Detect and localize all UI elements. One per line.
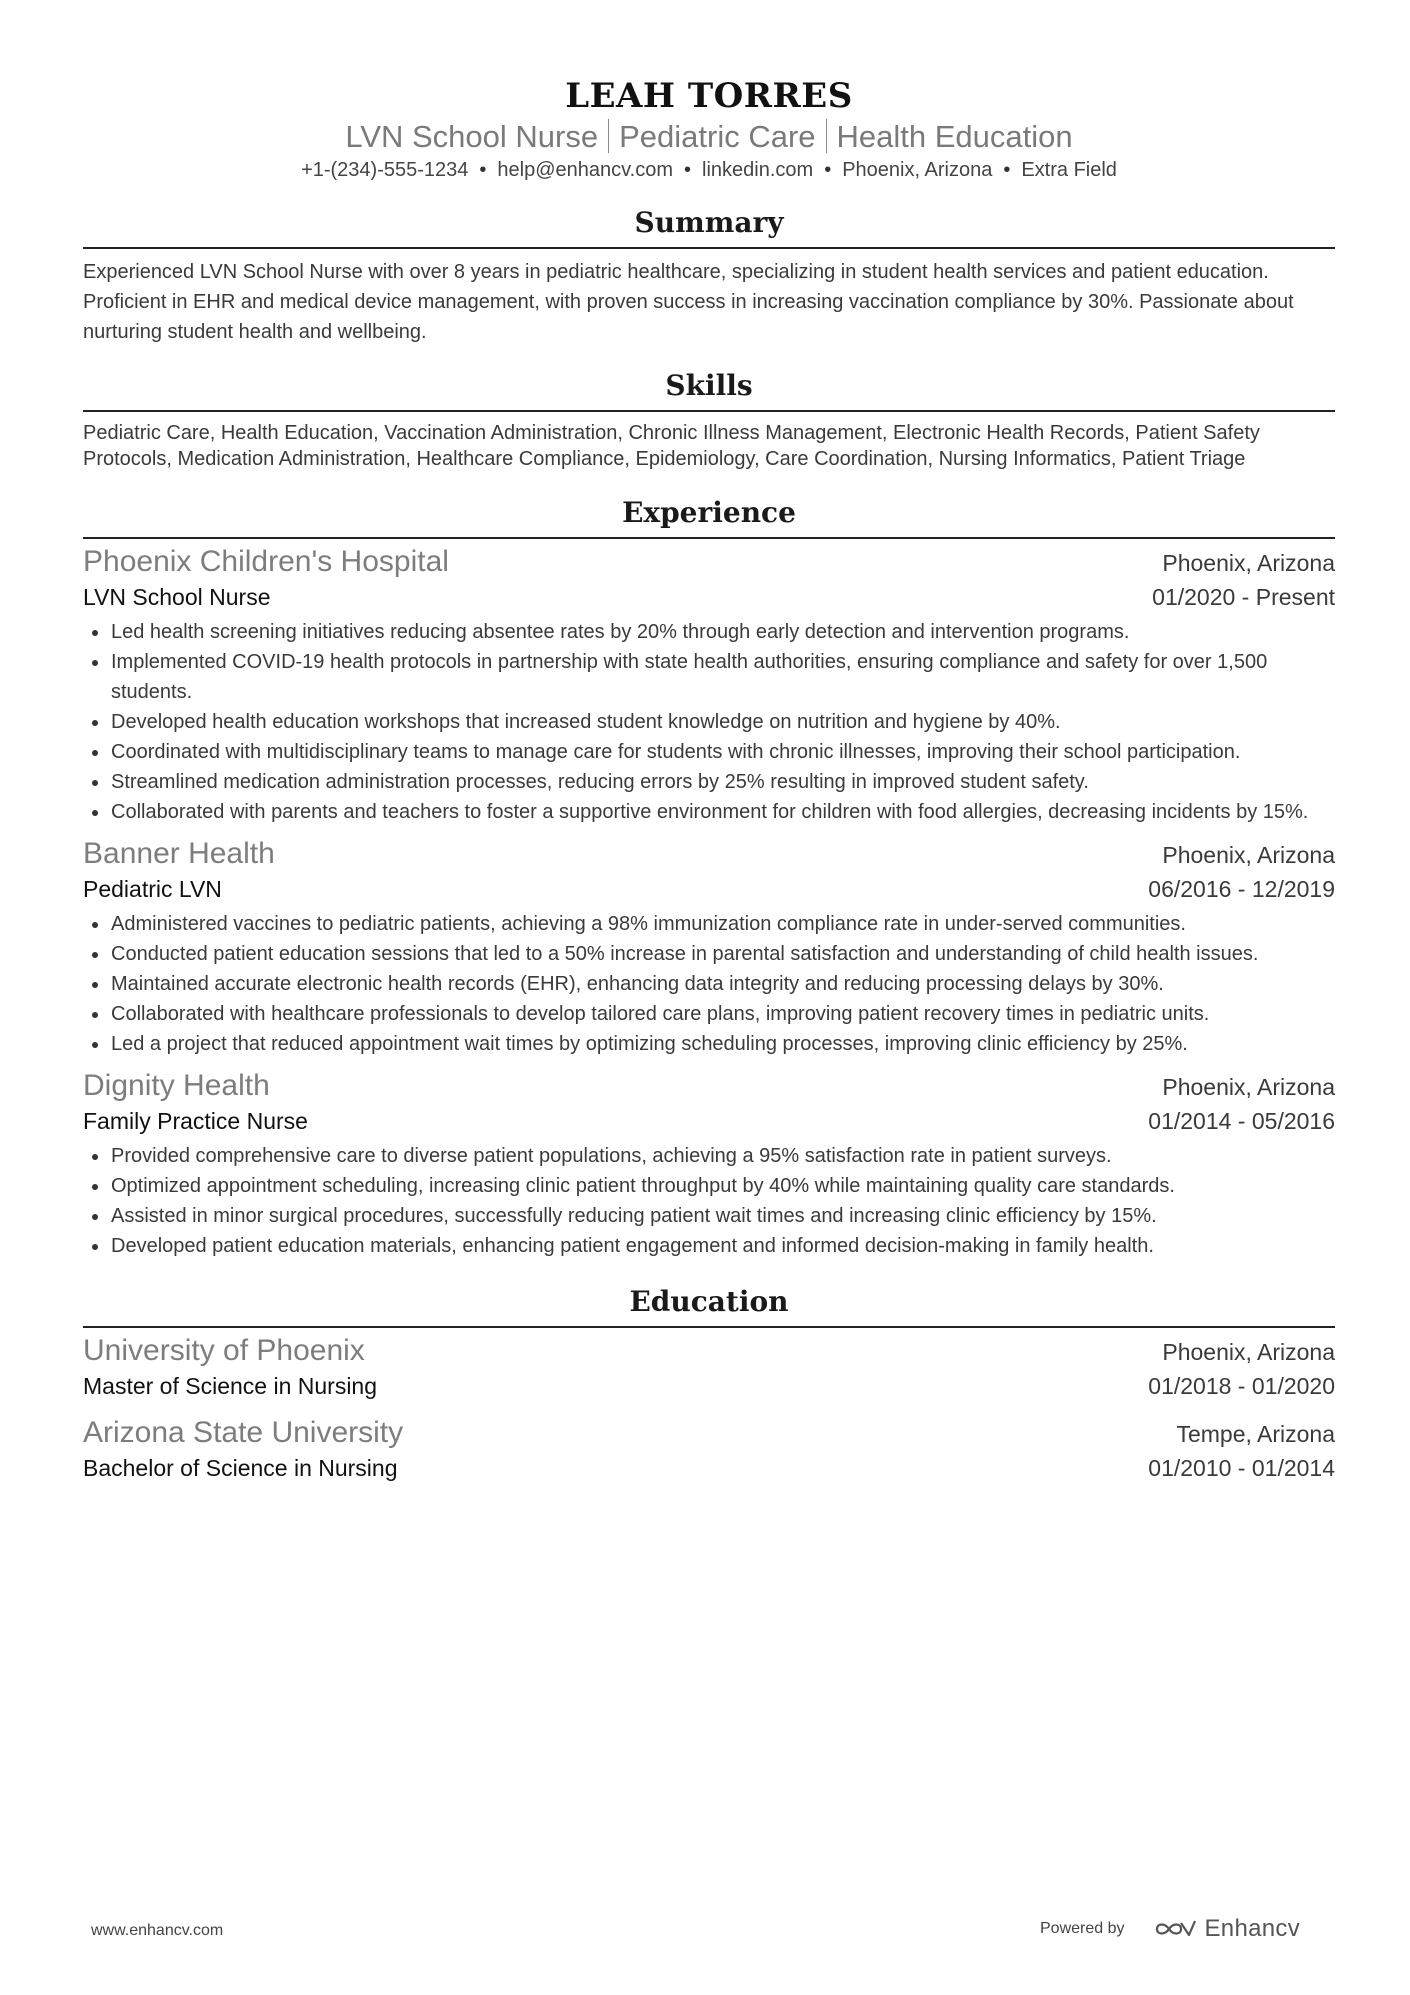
school-name: Arizona State University	[83, 1416, 404, 1449]
list-item: Collaborated with parents and teachers to foster a supportive environment for children with food allergies, decreasing incidents by 15%.	[83, 797, 1335, 827]
section-rule	[83, 247, 1335, 249]
experience-section	[83, 496, 1335, 1261]
list-item: Optimized appointment scheduling, increasing clinic patient throughput by 40% while maintaining quality care standards.	[83, 1171, 1335, 1201]
divider	[608, 119, 609, 153]
list-item: Provided comprehensive care to diverse patient populations, achieving a 95% satisfaction rate in patient surveys.	[83, 1141, 1335, 1171]
section-rule	[83, 1326, 1335, 1328]
education-entry	[83, 1414, 1335, 1484]
list-item: Assisted in minor surgical procedures, successfully reducing patient wait times and increasing clinic efficiency by 15%.	[83, 1201, 1335, 1231]
contact-email[interactable]: help@enhancv.com	[497, 159, 674, 181]
footer-branding	[1040, 1915, 1300, 1943]
degree: Master of Science in Nursing	[83, 1373, 378, 1399]
summary-heading: Summary	[634, 206, 784, 239]
contact-linkedin[interactable]: linkedin.com	[702, 159, 814, 181]
job-location: Phoenix, Arizona	[1162, 550, 1335, 576]
enhancv-logo[interactable]	[1151, 1915, 1301, 1943]
experience-heading: Experience	[622, 496, 796, 529]
list-item: Developed health education workshops that increased student knowledge on nutrition and hygiene by 40%.	[83, 707, 1335, 737]
school-dates: 01/2018 - 01/2020	[1148, 1373, 1335, 1399]
section-rule	[83, 537, 1335, 539]
summary-section	[83, 206, 1335, 347]
school-name: University of Phoenix	[83, 1334, 365, 1367]
degree: Bachelor of Science in Nursing	[83, 1455, 398, 1481]
list-item: Developed patient education materials, enhancing patient engagement and informed decision-making in family health.	[83, 1231, 1335, 1261]
list-item: Streamlined medication administration processes, reducing errors by 25% resulting in improved student safety.	[83, 767, 1335, 797]
contact-extra: Extra Field	[1021, 159, 1117, 181]
footer-website[interactable]: www.enhancv.com	[91, 1922, 224, 1939]
list-item: Maintained accurate electronic health records (EHR), enhancing data integrity and reducing processing delays by 30%.	[83, 969, 1335, 999]
job-role: Family Practice Nurse	[83, 1108, 308, 1134]
job-role: Pediatric LVN	[83, 876, 222, 902]
job-dates: 06/2016 - 12/2019	[1148, 876, 1335, 902]
list-item: Collaborated with healthcare professionals to develop tailored care plans, improving patient recovery times in pediatric units.	[83, 999, 1335, 1029]
skills-section	[83, 369, 1335, 472]
list-item: Coordinated with multidisciplinary teams to manage care for students with chronic illnesses, improving their school participation.	[83, 737, 1335, 767]
school-location: Tempe, Arizona	[1176, 1421, 1335, 1447]
list-item: Implemented COVID-19 health protocols in partnership with state health authorities, ensuring compliance and safety for over 1,500 students.	[83, 647, 1335, 707]
job-company: Dignity Health	[83, 1069, 270, 1102]
contact-info: +1-(234)-555-1234 • help@enhancv.com • linkedin.com • Phoenix, Arizona • Extra Field	[301, 159, 1117, 181]
powered-by-label: Powered by	[1040, 1920, 1125, 1937]
job-dates: 01/2014 - 05/2016	[1148, 1108, 1335, 1134]
brand-name: Enhancv	[1204, 1915, 1300, 1942]
education-entry	[83, 1332, 1335, 1402]
headline-title-2: Pediatric Care	[619, 119, 816, 154]
job-bullets	[83, 909, 1335, 1059]
summary-text: Experienced LVN School Nurse with over 8 years in pediatric healthcare, specializing in student health services and patient education. Proficient in EHR and medical device management, with proven success in increasing vaccination compliance by 30%. Passionate about nurturing student health and wellbeing.	[83, 261, 1294, 343]
contact-phone[interactable]: +1-(234)-555-1234	[301, 159, 469, 181]
education-section	[83, 1285, 1335, 1484]
job-dates: 01/2020 - Present	[1152, 584, 1335, 610]
job-entry	[83, 543, 1335, 827]
enhancv-logo-icon	[1151, 1917, 1197, 1941]
job-entry	[83, 835, 1335, 1059]
section-rule	[83, 410, 1335, 412]
school-location: Phoenix, Arizona	[1162, 1339, 1335, 1365]
school-dates: 01/2010 - 01/2014	[1148, 1455, 1335, 1481]
skills-heading: Skills	[665, 369, 753, 402]
headline-title-1: LVN School Nurse	[345, 119, 599, 154]
list-item: Led health screening initiatives reducing absentee rates by 20% through early detection and intervention programs.	[83, 617, 1335, 647]
list-item: Administered vaccines to pediatric patients, achieving a 98% immunization compliance rate in under-served communities.	[83, 909, 1335, 939]
job-entry	[83, 1067, 1335, 1261]
job-location: Phoenix, Arizona	[1162, 842, 1335, 868]
contact-location: Phoenix, Arizona	[842, 159, 993, 181]
job-company: Banner Health	[83, 837, 275, 870]
job-role: LVN School Nurse	[83, 584, 271, 610]
headline-titles	[83, 118, 1335, 156]
skills-text: Pediatric Care, Health Education, Vaccination Administration, Chronic Illness Management, Electronic Health Records, Patient Safety Protocols, Medication Administration, Healthcare Compliance, Epidemiology, Care Coordination, Nursing Informatics, Patient Triage	[83, 422, 1260, 470]
education-heading: Education	[629, 1285, 789, 1318]
divider	[826, 119, 827, 153]
job-company: Phoenix Children's Hospital	[83, 545, 449, 578]
job-bullets	[83, 617, 1335, 827]
headline-title-3: Health Education	[836, 119, 1073, 154]
resume-page	[83, 0, 1335, 1484]
job-bullets	[83, 1141, 1335, 1261]
list-item: Led a project that reduced appointment wait times by optimizing scheduling processes, improving clinic efficiency by 25%.	[83, 1029, 1335, 1059]
candidate-name: LEAH TORRES	[565, 76, 853, 116]
job-location: Phoenix, Arizona	[1162, 1074, 1335, 1100]
list-item: Conducted patient education sessions that led to a 50% increase in parental satisfaction and understanding of child health issues.	[83, 939, 1335, 969]
